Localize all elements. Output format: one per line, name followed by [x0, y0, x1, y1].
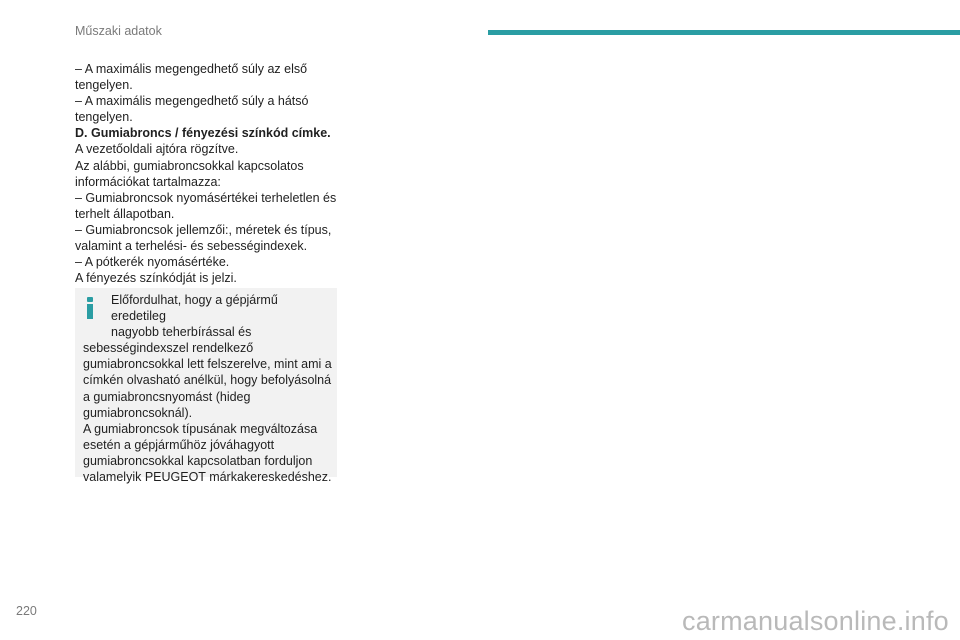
body-line: tengelyen.	[75, 78, 133, 93]
body-line: – A maximális megengedhető súly az első	[75, 62, 308, 76]
info-line: gumiabroncsoknál).	[83, 405, 193, 420]
body-line: A fényezés színkódját is jelzi.	[75, 271, 237, 286]
body-text	[75, 61, 337, 286]
accent-bar	[488, 30, 960, 35]
body-line: – A pótkerék nyomásértéke.	[75, 255, 230, 270]
body-heading: D. Gumiabroncs / fényezési színkód címke.	[75, 126, 331, 141]
body-line: – Gumiabroncsok nyomásértékei terheletlen és	[75, 190, 337, 205]
section-title: Műszaki adatok	[75, 24, 162, 38]
info-line: esetén a gépjárműhöz jóváhagyott	[83, 437, 275, 452]
body-line: tengelyen.	[75, 110, 133, 125]
info-line: gumiabroncsokkal kapcsolatban forduljon	[83, 453, 313, 468]
info-line: sebességindexszel rendelkező	[83, 341, 254, 356]
info-text	[83, 292, 333, 485]
info-line: nagyobb teherbírással és	[111, 325, 252, 340]
body-line: valamint a terhelési- és sebességindexek.	[75, 239, 308, 254]
info-box	[75, 288, 337, 485]
info-line: Előfordulhat, hogy a gépjármű eredetileg	[111, 293, 278, 324]
info-line: címkén olvasható anélkül, hogy befolyásolná	[83, 373, 332, 388]
info-line: gumiabroncsokkal lett felszerelve, mint ami a	[83, 357, 332, 372]
watermark: carmanualsonline.info	[682, 606, 949, 636]
info-line: valamelyik PEUGEOT márkakereskedéshez.	[83, 470, 332, 485]
body-line: – Gumiabroncsok jellemzői:, méretek és típus,	[75, 222, 332, 237]
body-line: A vezetőoldali ajtóra rögzítve.	[75, 142, 239, 157]
body-line: Az alábbi, gumiabroncsokkal kapcsolatos	[75, 158, 304, 173]
page-number: 220	[16, 604, 37, 618]
body-line: – A maximális megengedhető súly a hátsó	[75, 94, 309, 109]
info-line: a gumiabroncsnyomást (hideg	[83, 389, 251, 404]
info-line: A gumiabroncsok típusának megváltozása	[83, 421, 318, 436]
body-line: terhelt állapotban.	[75, 206, 175, 221]
body-line: információkat tartalmazza:	[75, 174, 221, 189]
